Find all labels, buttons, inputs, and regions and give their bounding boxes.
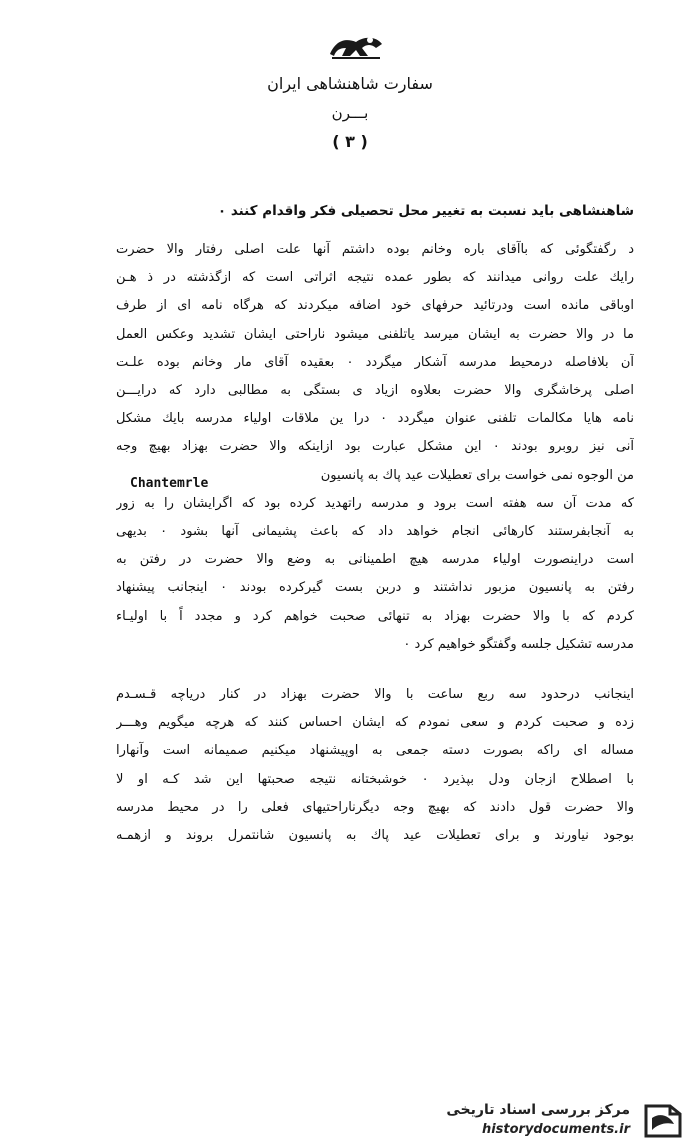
text-line: رایك علت روانی میدانند که بطور عمده نتیجه اثراتی است که ازگذشته در ذ هـن xyxy=(116,270,634,286)
embassy-title: سفارت شاهنشاهی ایران xyxy=(267,74,433,93)
text-line: ما در والا حضرت به ایشان میرسد یاتلفنی میشود ناراحتی ایشان تشدید وعکس العمل xyxy=(116,326,634,342)
latin-place-name: Chantemrle xyxy=(130,476,209,491)
page-number: ( ۳ ) xyxy=(332,132,368,151)
text-line: آنی نیز روبرو بودند ٠ این مشکل عبارت بود ازاینکه والا حضرت بهزاد بهیچ وجه xyxy=(116,439,634,455)
text-line: اصلی پرخاشگری والا حضرت بعلاوه ازیاد ی بستگی به مطالبی دارد که درایـــن xyxy=(116,383,634,399)
text-line: نامه هایا مکالمات تلفنی عنوان میگردد ٠ درا ین ملاقات اولیاء مدرسه بایك مشکل xyxy=(116,411,634,427)
text-line: د رگفتگوئی که باآقای باره وخانم بوده داشتم آنها علت اصلی رفتار والا حضرت xyxy=(116,242,634,257)
archive-watermark xyxy=(412,1098,692,1142)
text-line: کردم که با والا حضرت بهزاد به تنهائی صحبت خواهم کرد و مجدد اً با اولیـاء xyxy=(116,608,634,624)
paragraph-two xyxy=(116,681,634,850)
text-line: اینجانب درحدود سه ربع ساعت با والا حضرت بهزاد در کنار دریاچه قـسـدم xyxy=(116,687,634,702)
text-line: من الوجوه نمی خواست برای تعطیلات عید پاك به پانسیون xyxy=(320,467,634,483)
text-line: آن بلافاصله درمحیط مدرسه آشکار میگردد ٠ بعقیده آقای مار وخانم بوده علـت xyxy=(116,354,634,370)
city-name: بـــرن xyxy=(331,104,369,122)
lion-and-sun-emblem-icon xyxy=(326,30,386,62)
text-line: مدرسه تشکیل جلسه وگفتگو خواهیم کرد ٠ xyxy=(403,636,634,652)
text-line: رفتن به پانسیون مزبور نداشتند و دربن بست گیرکرده بودند ٠ اینجانب پیشنهاد xyxy=(116,580,634,596)
document-center-logo-icon xyxy=(636,1100,686,1140)
text-line: که مدت آن سه هفته است برود و مدرسه راتهدید کرده بود که اگرایشان را به زور xyxy=(116,495,634,511)
text-line: با اصطلاح ازجان ودل بپذیرد ٠ خوشبختانه نتیجه صحبتها این شد کـه او لا xyxy=(116,771,634,787)
intro-line xyxy=(116,197,634,225)
watermark-title: مرکز بررسی اسناد تاریخی xyxy=(446,1102,630,1118)
text-line: اوباقی مانده است ودرتائید حرفهای خود اضافه میکردند که هرگاه نامه ای از طرف xyxy=(116,298,634,314)
text-line: مساله ای راکه بصورت دسته جمعی به اوپیشنهاد میکنیم صمیمانه است وآنهارا xyxy=(116,743,634,759)
text-line: است دراینصورت اولیاء مدرسه هیچ اطمینانی به وضع والا حضرت در رفتن به xyxy=(116,552,634,568)
text-line: به آنجابفرستند کارهائی انجام خواهد داد که باعث پشیمانی آنها بشود ٠ بدیهی xyxy=(116,524,634,540)
paragraph-one xyxy=(116,236,634,659)
text-line: والا حضرت قول دادند که بهیچ وجه دیگرناراحتیهای فعلی را در محیط مدرسه xyxy=(116,799,634,815)
text-line: بوجود نیاورند و برای تعطیلات عید پاك به پانسیون شانتمرل بروند و ازهمـه xyxy=(116,828,634,844)
text-line: شاهنشاهی باید نسبت به تغییر محل تحصیلی فکر واقدام کنند ٠ xyxy=(217,203,634,219)
watermark-url[interactable]: historydocuments.ir xyxy=(481,1122,630,1137)
text-line: زده و صحبت کردم و سعی نمودم که ایشان احساس کنند که هرچه میگویم وهـــر xyxy=(116,715,634,731)
